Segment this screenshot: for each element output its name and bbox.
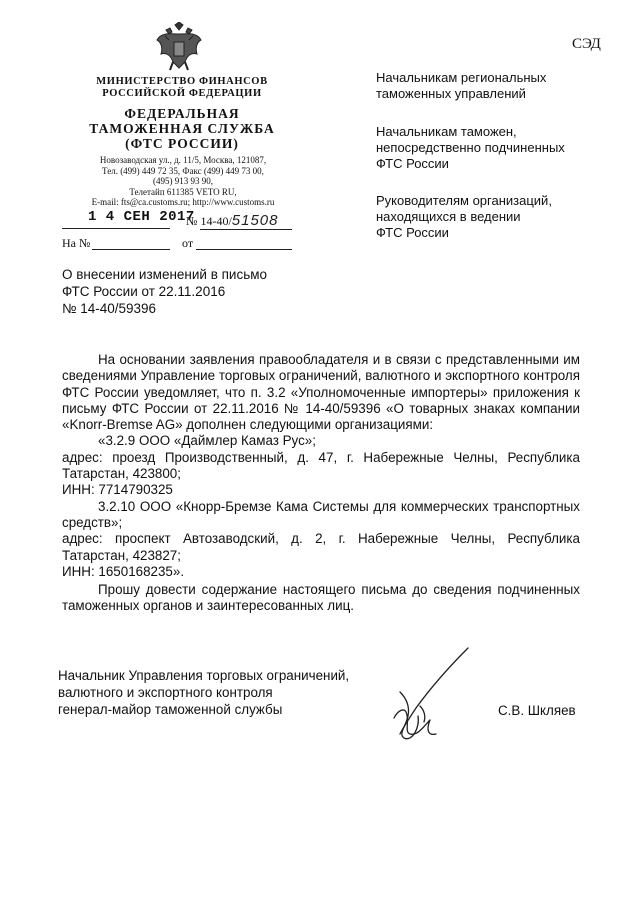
- contact-line: (495) 913 93 90,: [153, 176, 213, 187]
- addressee-block: [376, 193, 552, 241]
- addressee-line: находящихся в ведении: [376, 209, 521, 224]
- subject-line: ФТС России от 22.11.2016: [62, 284, 226, 299]
- reference-underline: [92, 249, 170, 250]
- signer-name: С.В. Шкляев: [498, 703, 576, 718]
- subject-line: О внесении изменений в письмо: [62, 267, 268, 282]
- addressee-line: Руководителям организаций,: [376, 193, 552, 208]
- addressee-block: [376, 124, 565, 172]
- number-underline: [200, 229, 292, 230]
- addressee-line: Начальникам таможен,: [376, 124, 517, 139]
- addressee-line: ФТС России: [376, 156, 449, 171]
- service-line: ТАМОЖЕННАЯ СЛУЖБА: [89, 121, 275, 136]
- service-line: (ФТС РОССИИ): [125, 136, 239, 151]
- eagle-emblem-icon: [155, 22, 203, 72]
- body-paragraph: «3.2.9 ООО «Даймлер Камаз Рус»;: [98, 433, 316, 449]
- contact-line: Новозаводская ул., д. 11/5, Москва, 121087,: [99, 155, 267, 165]
- addressee-line: таможенных управлений: [376, 86, 526, 101]
- service-name: [82, 106, 282, 151]
- letter-number-handwritten: 51508: [231, 212, 279, 229]
- body-paragraph: адрес: проезд Производственный, д. 47, г. Набережные Челны, Республика Татарстан, 423800;: [62, 449, 580, 482]
- handwritten-signature-icon: [380, 646, 490, 746]
- body-paragraph: 3.2.10 ООО «Кнорр-Бремзе Кама Системы для коммерческих транспортных средств»;: [62, 498, 580, 530]
- signer-position-line: Начальник Управления торговых ограничений,: [58, 668, 350, 683]
- ministry-name: [82, 76, 282, 100]
- body-paragraph: ИНН: 1650168235».: [62, 563, 185, 579]
- body-paragraph: адрес: проспект Автозаводский, д. 2, г. Набережные Челны, Республика Татарстан, 423827;: [62, 531, 580, 563]
- contact-line: Телетайп 611385 VETO RU,: [129, 186, 237, 197]
- contact-line: E-mail: fts@ca.customs.ru; http://www.customs.ru: [91, 197, 275, 208]
- addressee-line: непосредственно подчиненных: [376, 140, 565, 155]
- letter-number-prefix: № 14-40/: [186, 214, 232, 228]
- letter-subject: [62, 266, 267, 317]
- body-paragraph: На основании заявления правообладателя и в связи с представленными им сведениями Управление торговых ограничений, валютного и экспортного контроля ФТС России уведомляет, что п. 3.2 «Уполномоченные импортеры» приложения к письму ФТС России от 22.11.2016 № 14-40/59396 «О товарных знаках компании «Knorr-Bremse AG» дополнен следующими организациями:: [62, 352, 580, 433]
- subject-line: № 14-40/59396: [62, 301, 157, 316]
- reference-number-label: На №: [62, 236, 91, 250]
- signer-position-line: генерал-майор таможенной службы: [58, 702, 283, 717]
- addressee-line: ФТС России: [376, 225, 449, 240]
- letter-body: [62, 352, 580, 615]
- reference-date-underline: [196, 249, 292, 250]
- signer-position: [58, 667, 349, 718]
- ministry-line: РОССИЙСКОЙ ФЕДЕРАЦИИ: [102, 88, 262, 99]
- body-paragraph: ИНН: 7714790325: [62, 482, 173, 498]
- date-underline: [62, 228, 170, 229]
- addressee-line: Начальникам региональных: [376, 70, 547, 85]
- letter-date-stamp: 1 4 СЕН 2017: [88, 209, 195, 225]
- letter-number: [186, 212, 279, 229]
- addressee-block: [376, 70, 546, 102]
- ministry-line: МИНИСТЕРСТВО ФИНАНСОВ: [96, 76, 268, 87]
- body-paragraph: Прошу довести содержание настоящего письма до сведения подчиненных таможенных органов и заинтересованных лиц.: [62, 582, 580, 614]
- reference-date-label: от: [182, 236, 194, 250]
- contact-line: Тел. (499) 449 72 35, Факс (499) 449 73 00,: [102, 165, 264, 176]
- contact-block: [72, 155, 294, 208]
- sed-mark: СЭД: [572, 36, 601, 52]
- service-line: ФЕДЕРАЛЬНАЯ: [124, 106, 240, 121]
- signer-position-line: валютного и экспортного контроля: [58, 685, 273, 700]
